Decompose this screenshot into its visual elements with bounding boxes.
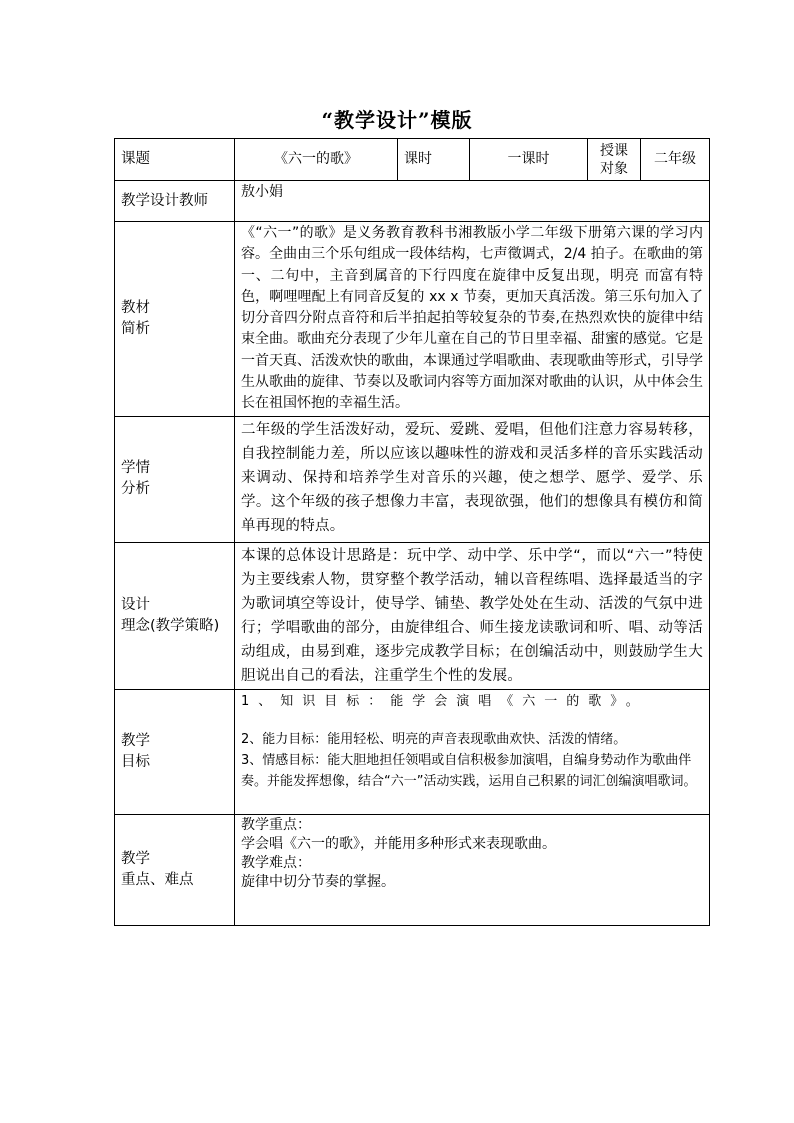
keypoints-text [235, 814, 710, 925]
keypoints-label [115, 814, 235, 925]
course-label: 课题 [115, 139, 235, 181]
goals-label-line-1: 教学 [121, 732, 150, 749]
design-row [115, 542, 710, 689]
goals-label-line-2: 目标 [121, 753, 150, 770]
analysis-row [115, 222, 710, 417]
key-heading: 教学重点： [241, 816, 311, 833]
keypoints-label-line-2: 重点、难点 [121, 871, 194, 888]
lesson-plan-table [114, 138, 710, 926]
design-label-line-2: 理念(教学策略) [121, 617, 220, 634]
hours-value: 一课时 [470, 139, 588, 181]
teacher-row [115, 181, 710, 222]
analysis-label-line-2: 简析 [121, 320, 150, 337]
hours-label: 课时 [398, 139, 470, 181]
analysis-text: 《“六一”的歌》是义务教育教科书湘教版小学二年级下册第六课的学习内容。全曲由三个乐句组成一段体结构，七声徵调式，2/4 拍子。在歌曲的第一、二句中，主音到属音的下行四度在旋律中反复出现，明亮 而富有特色，啊哩哩配上有同音反复的 xx x 节奏，更加天真活泼。第三乐句加入了切分音四分附点音符和后半拍起拍等较复杂的节奏,在热烈欢快的旋律中结束全曲。歌曲充分表现了少年儿童在自己的节日里幸福、甜蜜的感觉。它是一首天真、活泼欢快的歌曲，本课通过学唱歌曲、表现歌曲等形式，引导学生从歌曲的旋律、节奏以及歌词内容等方面加深对歌曲的认识，从中体会生长在祖国怀抱的幸福生活。 [235, 222, 710, 417]
students-label-line-1: 学情 [121, 460, 150, 477]
students-label [115, 416, 235, 542]
keypoints-row [115, 814, 710, 925]
goals-label [115, 689, 235, 814]
header-row [115, 139, 710, 181]
target-value: 二年级 [641, 139, 710, 181]
analysis-label [115, 222, 235, 417]
keypoints-label-line-1: 教学 [121, 850, 150, 867]
goals-text [235, 689, 710, 814]
target-label-line-1: 授课 [600, 142, 628, 159]
students-row [115, 416, 710, 542]
design-text: 本课的总体设计思路是：玩中学、动中学、乐中学“，而以“六一”特使为主要线索人物，贯穿整个教学活动，辅以音程练唱、选择最适当的字为歌词填空等设计，使导学、铺垫、教学处处在生动、活泼的气氛中进行；学唱歌曲的部分，由旋律组合、师生接龙读歌词和听、唱、动等活动组成，由易到难，逐步完成教学目标；在创编活动中，则鼓励学生大胆说出自己的看法，注重学生个性的发展。 [235, 542, 710, 689]
target-label-line-2: 对象 [600, 160, 628, 177]
goal-emotion: 3、情感目标：能大胆地担任领唱或自信积极参加演唱，自编身势动作为歌曲伴奏。并能发挥想像，结合“六一”活动实践，运用自己积累的词汇创编演唱歌词。 [241, 752, 697, 789]
design-label [115, 542, 235, 689]
teacher-label: 教学设计教师 [115, 181, 235, 222]
goal-ability: 2、能力目标：能用轻松、明亮的声音表现歌曲欢快、活泼的情绪。 [241, 731, 627, 747]
difficulty-heading: 教学难点： [241, 854, 311, 871]
course-value: 《六一的歌》 [235, 139, 398, 181]
design-label-line-1: 设计 [121, 596, 150, 613]
target-label [588, 139, 641, 181]
students-text: 二年级的学生活泼好动，爱玩、爱跳、爱唱，但他们注意力容易转移，自我控制能力差，所以应该以趣味性的游戏和灵活多样的音乐实践活动来调动、保持和培养学生对音乐的兴趣，使之想学、愿学、爱学、乐学。这个年级的孩子想像力丰富，表现欲强，他们的想像具有模仿和简单再现的特点。 [235, 416, 710, 542]
students-label-line-2: 分析 [121, 481, 150, 498]
key-text: 学会唱《六一的歌》，并能用多种形式来表现歌曲。 [241, 835, 556, 852]
teacher-value: 敖小娟 [235, 181, 710, 222]
goals-row [115, 689, 710, 814]
difficulty-text: 旋律中切分节奏的掌握。 [241, 873, 395, 890]
document-title: “教学设计”模版 [321, 108, 473, 132]
analysis-label-line-1: 教材 [121, 299, 150, 316]
goal-knowledge: 1、知识目标：能学会演唱《六一的歌》。 [241, 693, 648, 709]
